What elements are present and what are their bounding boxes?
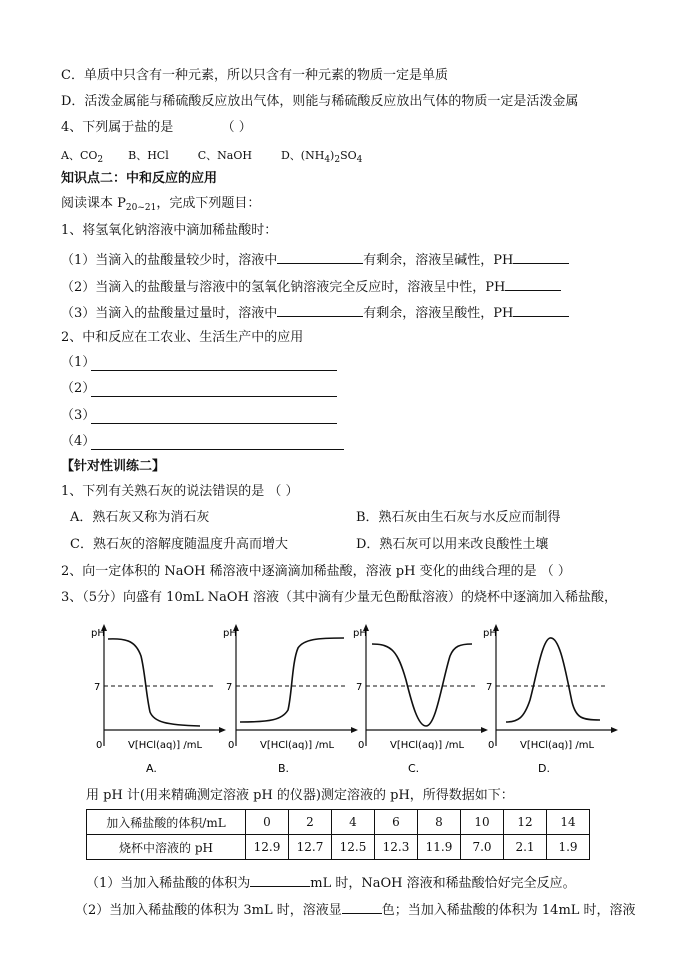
blank[interactable] <box>513 303 569 317</box>
item-1: 1、将氢氧化钠溶液中滴加稀盐酸时： <box>61 223 278 238</box>
practice-q1-option-c: C．熟石灰的溶解度随温度升高而增大 <box>70 537 288 552</box>
y-axis-label: pH <box>223 628 237 639</box>
blank[interactable] <box>513 250 569 264</box>
x-axis-arrow <box>611 727 618 733</box>
origin-label: 0 <box>96 740 103 751</box>
ph-curve <box>108 639 200 726</box>
graph-label: A. <box>146 762 157 775</box>
fill-line[interactable] <box>91 449 344 450</box>
sub-item-3: （3）当滴入的盐酸量过量时，溶液中 有剩余，溶液呈酸性，PH <box>61 303 569 322</box>
tick-label-7: 7 <box>486 682 493 693</box>
x-axis-label: V[HCl(aq)] /mL <box>390 740 465 751</box>
table-cell: 12.3 <box>375 835 418 860</box>
graph-label: D. <box>538 762 550 775</box>
blank[interactable] <box>505 277 561 291</box>
q3-part-2: （2）当加入稀盐酸的体积为 3mL 时，溶液显 色；当加入稀盐酸的体积为 14mL 时，溶液 <box>75 900 636 919</box>
origin-label: 0 <box>358 740 365 751</box>
table-row <box>87 810 590 835</box>
item-2: 2、中和反应在工农业、生活生产中的应用 <box>61 330 304 345</box>
practice-question-3: 3、（5分）向盛有 10mL NaOH 溶液（其中滴有少量无色酚酞溶液）的烧杯中逐滴加入稀盐酸， <box>61 590 618 605</box>
graph-label: B. <box>278 762 290 775</box>
sub-item-1: （1）当滴入的盐酸量较少时，溶液中 有剩余，溶液呈碱性，PH <box>61 250 569 269</box>
table-cell: 6 <box>375 810 418 835</box>
table-row <box>87 835 590 860</box>
practice-q1-option-a: A．熟石灰又称为消石灰 <box>70 510 210 525</box>
fill-line-label: （4） <box>61 434 96 449</box>
y-axis-label: pH <box>91 628 105 639</box>
graph-d <box>480 622 618 782</box>
tick-label-7: 7 <box>356 682 363 693</box>
section-title: 知识点二：中和反应的应用 <box>61 171 218 186</box>
graph-c <box>350 622 488 782</box>
table-cell: 2 <box>289 810 332 835</box>
row-header-volume: 加入稀盐酸的体积/mL <box>87 810 246 835</box>
q4-option-d: D、$(NH_4)_2SO_4$ <box>280 149 363 165</box>
ph-curve <box>240 638 344 722</box>
q3-part-1: （1）当加入稀盐酸的体积为 mL 时，NaOH 溶液和稀盐酸恰好完全反应。 <box>86 873 576 892</box>
practice-q1-option-d: D．熟石灰可以用来改良酸性土壤 <box>356 537 549 552</box>
table-cell: 10 <box>461 810 504 835</box>
ph-curve <box>372 644 472 726</box>
fill-line[interactable] <box>91 396 337 397</box>
option-d-text: D．活泼金属能与稀硫酸反应放出气体，则能与稀硫酸反应放出气体的物质一定是活泼金属 <box>61 94 579 109</box>
y-axis-label: pH <box>483 628 497 639</box>
fill-line-label: （2） <box>61 381 96 396</box>
question-4-options <box>61 148 362 164</box>
table-cell: 0 <box>246 810 289 835</box>
origin-label: 0 <box>488 740 495 751</box>
practice-question-2: 2、向一定体积的 NaOH 稀溶液中逐滴滴加稀盐酸，溶液 pH 变化的曲线合理的是 （ ） <box>61 564 571 579</box>
table-cell: 12.7 <box>289 835 332 860</box>
table-cell: 11.9 <box>418 835 461 860</box>
graph-a <box>88 622 226 782</box>
q4-option-c: C、NaOH <box>197 149 252 162</box>
x-axis-label: V[HCl(aq)] /mL <box>260 740 335 751</box>
question-4-stem: 4、下列属于盐的是 <box>61 120 174 135</box>
q4-option-b: B、HCl <box>128 149 169 162</box>
origin-label: 0 <box>228 740 235 751</box>
blank[interactable] <box>250 873 310 887</box>
q4-option-a: A、$CO_2$ <box>61 149 104 165</box>
table-cell: 1.9 <box>547 835 590 860</box>
option-c-text: C．单质中只含有一种元素，所以只含有一种元素的物质一定是单质 <box>61 68 448 83</box>
table-cell: 12.9 <box>246 835 289 860</box>
table-cell: 4 <box>332 810 375 835</box>
table-cell: 12 <box>504 810 547 835</box>
sub-item-2: （2）当滴入的盐酸量与溶液中的氢氧化钠溶液完全反应时，溶液呈中性，PH <box>61 277 561 296</box>
fill-line-label: （1） <box>61 355 96 370</box>
question-4-paren: （ ） <box>221 120 252 135</box>
practice-title: 【针对性训练二】 <box>61 459 166 474</box>
graph-label: C. <box>408 762 420 775</box>
fill-line[interactable] <box>91 370 337 371</box>
blank[interactable] <box>277 303 363 317</box>
practice-q1-option-b: B．熟石灰由生石灰与水反应而制得 <box>356 510 561 525</box>
table-cell: 2.1 <box>504 835 547 860</box>
reading-instruction: 阅读课本 $P_{20\sim 21}$，完成下列题目： <box>61 196 261 213</box>
question-4 <box>61 120 252 136</box>
practice-question-1: 1、下列有关熟石灰的说法错误的是 （ ） <box>61 484 299 499</box>
table-cell: 8 <box>418 810 461 835</box>
table-cell: 14 <box>547 810 590 835</box>
graph-b <box>220 622 358 782</box>
row-header-ph: 烧杯中溶液的 pH <box>87 835 246 860</box>
table-cell: 12.5 <box>332 835 375 860</box>
ph-curve <box>506 638 600 722</box>
tick-label-7: 7 <box>226 682 233 693</box>
x-axis-label: V[HCl(aq)] /mL <box>128 740 203 751</box>
blank[interactable] <box>342 900 382 914</box>
table-cell: 7.0 <box>461 835 504 860</box>
fill-line[interactable] <box>91 423 337 424</box>
tick-label-7: 7 <box>94 682 101 693</box>
x-axis-label: V[HCl(aq)] /mL <box>520 740 595 751</box>
y-axis-label: pH <box>353 628 367 639</box>
ph-data-table <box>86 809 590 860</box>
blank[interactable] <box>277 250 363 264</box>
fill-line-label: （3） <box>61 408 96 423</box>
table-intro: 用 pH 计(用来精确测定溶液 pH 的仪器)测定溶液的 pH，所得数据如下： <box>86 788 514 803</box>
